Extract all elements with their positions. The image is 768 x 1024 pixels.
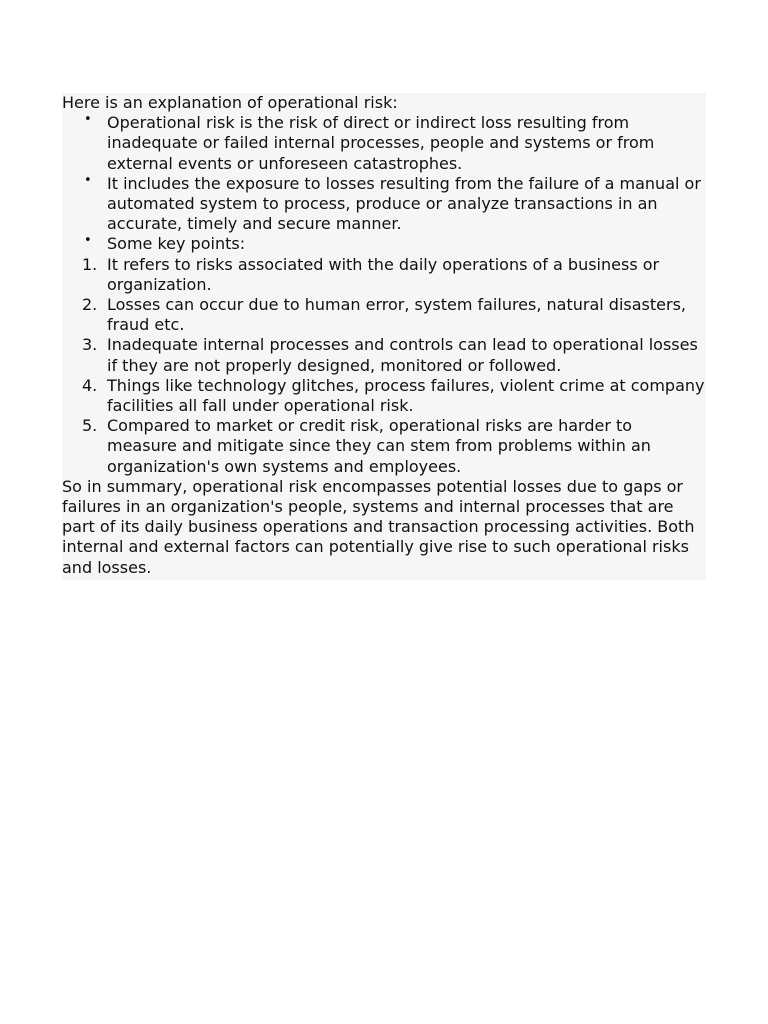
key-point-text: It refers to risks associated with the daily operations of a business or organization.	[107, 254, 660, 294]
document-body	[62, 93, 706, 580]
bullet-item: • Some key points:	[107, 234, 706, 254]
bullet-item: • It includes the exposure to losses resulting from the failure of a manual or automated system to process, produce or analyze transactions in an accurate, timely and secure manner.	[107, 174, 706, 235]
key-point-text: Compared to market or credit risk, operational risks are harder to measure and mitigate since they can stem from problems within an organization's own systems and employees.	[107, 416, 651, 476]
key-point-item	[82, 254, 706, 295]
key-point-number: 4.	[82, 375, 98, 395]
key-point-item	[82, 416, 706, 477]
key-points-list	[62, 255, 706, 477]
bullet-item: • Operational risk is the risk of direct or indirect loss resulting from inadequate or failed internal processes, people and systems or from external events or unforeseen catastrophes.	[107, 113, 706, 174]
key-point-number: 1.	[82, 254, 98, 274]
key-point-text: Things like technology glitches, process failures, violent crime at company facilities all fall under operational risk.	[107, 375, 705, 416]
key-point-item	[82, 375, 706, 416]
key-point-text: Inadequate internal processes and controls can lead to operational losses if they are not properly designed, monitored or followed.	[107, 335, 698, 375]
bullet-list	[62, 113, 706, 254]
key-point-text: Losses can occur due to human error, system failures, natural disasters, fraud etc.	[107, 295, 686, 335]
key-point-number: 5.	[82, 416, 98, 436]
key-point-item	[82, 295, 706, 335]
key-point-number: 2.	[82, 295, 98, 315]
key-point-item	[82, 335, 706, 375]
summary-paragraph: So in summary, operational risk encompasses potential losses due to gaps or failures in an organization's people, systems and internal processes that are part of its daily business operations and transaction processing activities. Both internal and external factors can potentially give rise to such operational risks and losses.	[62, 476, 695, 577]
key-point-number: 3.	[82, 335, 98, 355]
intro-paragraph: Here is an explanation of operational risk:	[62, 93, 398, 112]
